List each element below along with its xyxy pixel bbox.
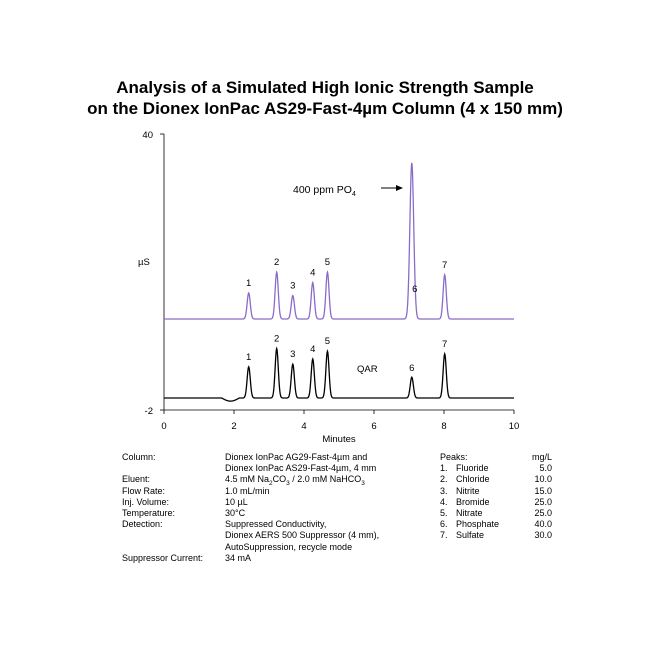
peak-concentration: 10.0 — [534, 474, 552, 485]
suppressor-value: 34 mA — [225, 552, 252, 563]
peaks-table — [440, 452, 555, 542]
peak-row — [440, 474, 555, 485]
detection-label: Detection: — [122, 519, 163, 530]
column-value-1: Dionex IonPac AG29-Fast-4µm and — [225, 452, 368, 462]
temp-row — [122, 508, 422, 519]
x-tick-label: 8 — [441, 421, 447, 432]
inj-row — [122, 497, 422, 508]
peak-concentration: 5.0 — [539, 463, 552, 474]
phosphate-annotation-text: 400 ppm PO — [293, 184, 352, 196]
peaks-header — [440, 452, 555, 463]
peak-name: Chloride — [456, 474, 490, 485]
peak-name: Nitrate — [456, 507, 483, 518]
eluent-sub-f: 3 — [361, 480, 365, 488]
peak-concentration: 15.0 — [534, 485, 552, 496]
peak-row — [440, 530, 555, 541]
lower-peak-label: 6 — [409, 363, 415, 375]
inj-label: Inj. Volume: — [122, 496, 170, 507]
peak-concentration: 25.0 — [534, 496, 552, 507]
peak-number: 6. — [440, 519, 448, 530]
phosphate-annotation — [293, 184, 356, 198]
peak-row — [440, 508, 555, 519]
peak-concentration: 30.0 — [534, 530, 552, 541]
flow-row — [122, 486, 422, 497]
peaks-header-label: Peaks: — [440, 452, 468, 462]
eluent-part-a: 4.5 mM Na — [225, 474, 270, 485]
peak-row — [440, 463, 555, 474]
upper-peak-label: 4 — [310, 267, 316, 279]
temp-label: Temperature: — [122, 507, 176, 518]
lower-peak-label: 2 — [274, 333, 280, 345]
peak-name: Nitrite — [456, 485, 480, 496]
x-axis-label: Minutes — [322, 434, 356, 445]
peak-number: 4. — [440, 496, 448, 507]
x-ticks — [161, 410, 519, 432]
x-tick-label: 0 — [161, 421, 167, 432]
peak-row — [440, 519, 555, 530]
phosphate-annotation-subscript: 4 — [351, 191, 356, 198]
eluent-label: Eluent: — [122, 474, 151, 485]
peak-name: Sulfate — [456, 530, 485, 541]
column-label: Column: — [122, 452, 156, 462]
peak-rows — [440, 463, 555, 541]
traces — [164, 163, 514, 401]
peaks-header-unit: mg/L — [531, 452, 552, 462]
peak-number: 1. — [440, 463, 448, 474]
detection-row-2 — [122, 530, 422, 541]
eluent-part-e: / 2.0 mM NaHCO — [289, 474, 362, 485]
title-line-1: Analysis of a Simulated High Ionic Strength Sample — [116, 78, 534, 97]
column-row-2 — [122, 463, 422, 474]
upper-peak-label: 3 — [290, 280, 296, 292]
peak-name: Phosphate — [456, 519, 500, 530]
lower-peak-label: 3 — [290, 349, 296, 361]
peak-number: 5. — [440, 507, 448, 518]
lower-peak-label: 1 — [246, 351, 252, 363]
inj-value: 10 µL — [225, 496, 248, 507]
peak-concentration: 25.0 — [534, 507, 552, 518]
x-tick-label: 10 — [508, 421, 520, 432]
detection-row — [122, 519, 422, 530]
eluent-sub-d: 3 — [286, 480, 290, 488]
title-line-2: on the Dionex IonPac AS29-Fast-4µm Column (4 x 150 mm) — [87, 99, 563, 118]
x-tick-label: 2 — [231, 421, 237, 432]
detection-value-2: Dionex AERS 500 Suppressor (4 mm), — [225, 530, 380, 541]
y-tick-label-top: 40 — [142, 130, 153, 141]
y-axis-label: µS — [138, 257, 150, 268]
temp-value: 30°C — [225, 507, 246, 518]
eluent-part-c: CO — [272, 474, 287, 485]
detection-row-3 — [122, 542, 422, 553]
upper-peak-label: 7 — [442, 259, 448, 271]
eluent-sub-b: 2 — [269, 480, 273, 488]
upper-peak-label: 6 — [412, 284, 418, 295]
qar-label: QAR — [357, 364, 378, 375]
peak-number: 7. — [440, 530, 448, 541]
peak-row — [440, 486, 555, 497]
conditions-table — [122, 452, 422, 564]
peak-row — [440, 497, 555, 508]
column-row — [122, 452, 422, 463]
suppressor-row — [122, 553, 422, 564]
suppressor-label: Suppressor Current: — [122, 552, 204, 563]
lower-trace-line — [164, 349, 514, 402]
peak-concentration: 40.0 — [534, 519, 552, 530]
y-tick-label-bottom: -2 — [144, 406, 153, 417]
peak-number: 2. — [440, 474, 448, 485]
flow-value: 1.0 mL/min — [225, 485, 270, 496]
upper-peak-label: 2 — [274, 257, 280, 269]
x-tick-label: 6 — [371, 421, 377, 432]
peak-name: Bromide — [456, 496, 490, 507]
peak-name: Fluoride — [456, 463, 489, 474]
x-tick-label: 4 — [301, 421, 307, 432]
lower-peak-label: 4 — [310, 344, 316, 355]
flow-label: Flow Rate: — [122, 485, 166, 496]
lower-peak-label: 5 — [324, 336, 331, 348]
detection-value-1: Suppressed Conductivity, — [225, 519, 327, 530]
upper-peak-label: 1 — [246, 278, 252, 289]
detection-value-3: AutoSuppression, recycle mode — [225, 541, 353, 552]
upper-peak-label: 5 — [324, 257, 331, 269]
eluent-row — [122, 474, 422, 488]
phosphate-arrow-head — [396, 185, 403, 191]
lower-peak-label: 7 — [442, 338, 448, 350]
column-value-2: Dionex IonPac AS29-Fast-4µm, 4 mm — [225, 463, 377, 474]
peak-number: 3. — [440, 485, 448, 496]
